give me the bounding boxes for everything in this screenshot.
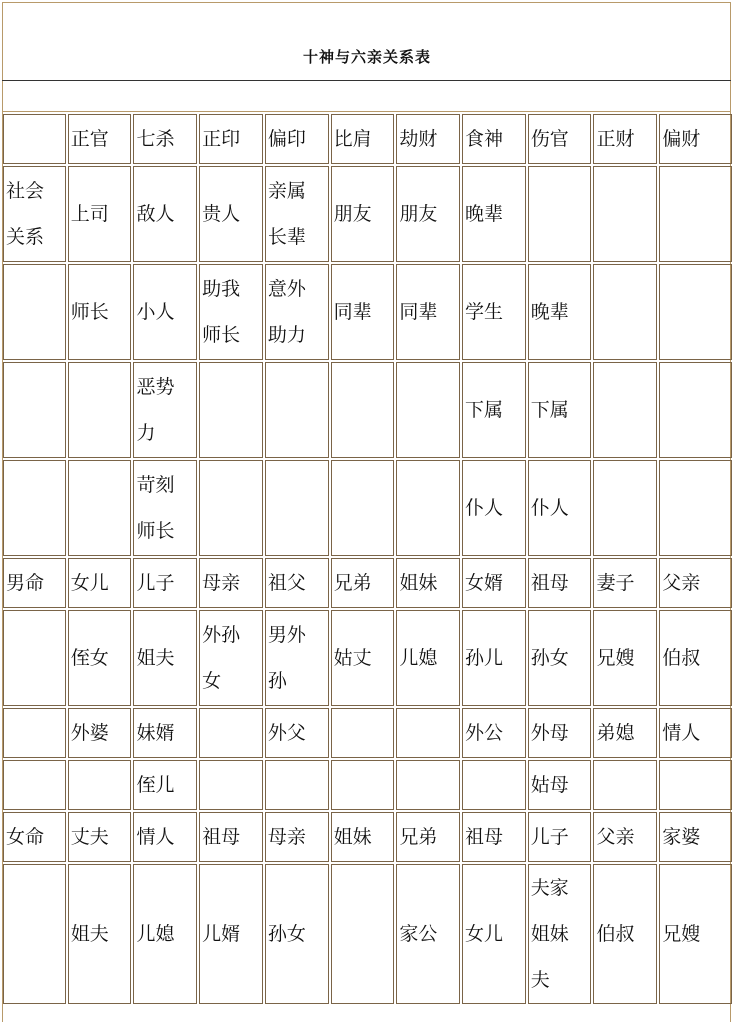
table-row	[3, 166, 732, 262]
table-cell: 同辈	[396, 264, 460, 360]
table-cell: 姑母	[528, 760, 592, 810]
table-row	[3, 708, 732, 758]
table-cell: 儿媳	[396, 610, 460, 706]
table-cell: 姐夫	[133, 610, 197, 706]
table-cell	[396, 362, 460, 458]
table-cell: 姐妹	[396, 558, 460, 608]
table-cell: 姑丈	[331, 610, 395, 706]
table-cell: 父亲	[593, 812, 657, 862]
header-cell: 比肩	[331, 114, 395, 164]
table-cell: 外父	[265, 708, 329, 758]
table-row	[3, 812, 732, 862]
table-cell: 外公	[462, 708, 526, 758]
table-cell: 父亲	[659, 558, 732, 608]
table-cell: 上司	[68, 166, 132, 262]
table-row	[3, 864, 732, 1004]
table-cell: 意外 助力	[265, 264, 329, 360]
row-label-cell: 女命	[3, 812, 66, 862]
table-cell: 祖母	[462, 812, 526, 862]
table-cell: 苛刻 师长	[133, 460, 197, 556]
table-cell: 兄嫂	[593, 610, 657, 706]
table-cell: 朋友	[331, 166, 395, 262]
table-cell	[593, 362, 657, 458]
table-cell	[593, 760, 657, 810]
table-row	[3, 264, 732, 360]
row-label-cell	[3, 708, 66, 758]
row-label-cell: 男命	[3, 558, 66, 608]
row-label-cell	[3, 264, 66, 360]
table-cell: 弟媳	[593, 708, 657, 758]
table-cell: 下属	[462, 362, 526, 458]
table-cell: 儿子	[528, 812, 592, 862]
table-cell: 兄弟	[331, 558, 395, 608]
table-cell: 晚辈	[462, 166, 526, 262]
table-cell: 男外 孙	[265, 610, 329, 706]
table-cell: 下属	[528, 362, 592, 458]
table-cell: 祖父	[265, 558, 329, 608]
table-cell	[593, 264, 657, 360]
table-cell: 情人	[133, 812, 197, 862]
table-cell: 外婆	[68, 708, 132, 758]
table-cell	[199, 708, 263, 758]
table-cell: 祖母	[528, 558, 592, 608]
table-cell: 亲属 长辈	[265, 166, 329, 262]
table-cell	[199, 460, 263, 556]
row-label-cell	[3, 610, 66, 706]
table-cell: 家公	[396, 864, 460, 1004]
table-cell	[331, 708, 395, 758]
header-cell: 偏财	[659, 114, 732, 164]
header-cell: 正财	[593, 114, 657, 164]
table-cell	[331, 760, 395, 810]
table-cell: 夫家 姐妹 夫	[528, 864, 592, 1004]
table-row	[3, 460, 732, 556]
table-cell: 外母	[528, 708, 592, 758]
page-title: 十神与六亲关系表	[302, 48, 431, 66]
table-cell: 助我 师长	[199, 264, 263, 360]
table-cell: 兄弟	[396, 812, 460, 862]
table-cell	[659, 460, 732, 556]
table-cell: 侄女	[68, 610, 132, 706]
table-cell: 贵人	[199, 166, 263, 262]
row-label-cell	[3, 362, 66, 458]
table-cell	[659, 362, 732, 458]
table-cell: 伯叔	[659, 610, 732, 706]
table-cell	[593, 166, 657, 262]
table-cell: 儿婿	[199, 864, 263, 1004]
table-cell: 情人	[659, 708, 732, 758]
header-cell: 正印	[199, 114, 263, 164]
table-cell	[199, 760, 263, 810]
table-cell: 女婿	[462, 558, 526, 608]
table-cell: 孙女	[528, 610, 592, 706]
table-cell: 兄嫂	[659, 864, 732, 1004]
table-cell	[265, 760, 329, 810]
table-cell: 伯叔	[593, 864, 657, 1004]
header-cell: 偏印	[265, 114, 329, 164]
table-cell: 女儿	[68, 558, 132, 608]
table-cell: 母亲	[199, 558, 263, 608]
row-label-cell	[3, 760, 66, 810]
title-rule	[2, 80, 731, 81]
table-cell	[199, 362, 263, 458]
table-cell: 仆人	[462, 460, 526, 556]
table-cell: 朋友	[396, 166, 460, 262]
table-cell	[68, 362, 132, 458]
header-cell	[3, 114, 66, 164]
table-cell: 女儿	[462, 864, 526, 1004]
table-cell: 家婆	[659, 812, 732, 862]
table-cell: 姐妹	[331, 812, 395, 862]
table-cell	[331, 864, 395, 1004]
table-cell: 晚辈	[528, 264, 592, 360]
table-cell	[396, 760, 460, 810]
header-cell: 食神	[462, 114, 526, 164]
header-cell: 劫财	[396, 114, 460, 164]
table-cell	[659, 166, 732, 262]
table-row	[3, 610, 732, 706]
header-row	[3, 114, 732, 164]
table-cell: 师长	[68, 264, 132, 360]
table-cell	[68, 460, 132, 556]
table-cell: 妻子	[593, 558, 657, 608]
table-cell: 仆人	[528, 460, 592, 556]
table-row	[3, 362, 732, 458]
table-cell: 母亲	[265, 812, 329, 862]
table-cell: 丈夫	[68, 812, 132, 862]
table-cell	[265, 362, 329, 458]
table-cell: 儿媳	[133, 864, 197, 1004]
row-label-cell	[3, 864, 66, 1004]
table-cell	[68, 760, 132, 810]
table-cell: 儿子	[133, 558, 197, 608]
table-cell	[396, 708, 460, 758]
table-cell: 孙女	[265, 864, 329, 1004]
table-cell: 外孙 女	[199, 610, 263, 706]
table-cell	[396, 460, 460, 556]
row-label-cell	[3, 460, 66, 556]
table-cell: 祖母	[199, 812, 263, 862]
table-row	[3, 558, 732, 608]
table-cell	[593, 460, 657, 556]
table-cell	[528, 166, 592, 262]
header-cell: 正官	[68, 114, 132, 164]
row-label-cell: 社会 关系	[3, 166, 66, 262]
table-cell	[659, 264, 732, 360]
table-cell	[462, 760, 526, 810]
table-cell: 恶势 力	[133, 362, 197, 458]
table-cell: 妹婿	[133, 708, 197, 758]
header-cell: 伤官	[528, 114, 592, 164]
table-cell	[265, 460, 329, 556]
table-cell: 小人	[133, 264, 197, 360]
table-cell: 敌人	[133, 166, 197, 262]
table-cell: 孙儿	[462, 610, 526, 706]
table-cell: 侄儿	[133, 760, 197, 810]
table-cell: 同辈	[331, 264, 395, 360]
header-cell: 七杀	[133, 114, 197, 164]
table-cell: 姐夫	[68, 864, 132, 1004]
table-cell	[331, 460, 395, 556]
table-cell	[659, 760, 732, 810]
relations-table	[1, 112, 734, 1006]
table-cell	[331, 362, 395, 458]
table-row	[3, 760, 732, 810]
table-cell: 学生	[462, 264, 526, 360]
